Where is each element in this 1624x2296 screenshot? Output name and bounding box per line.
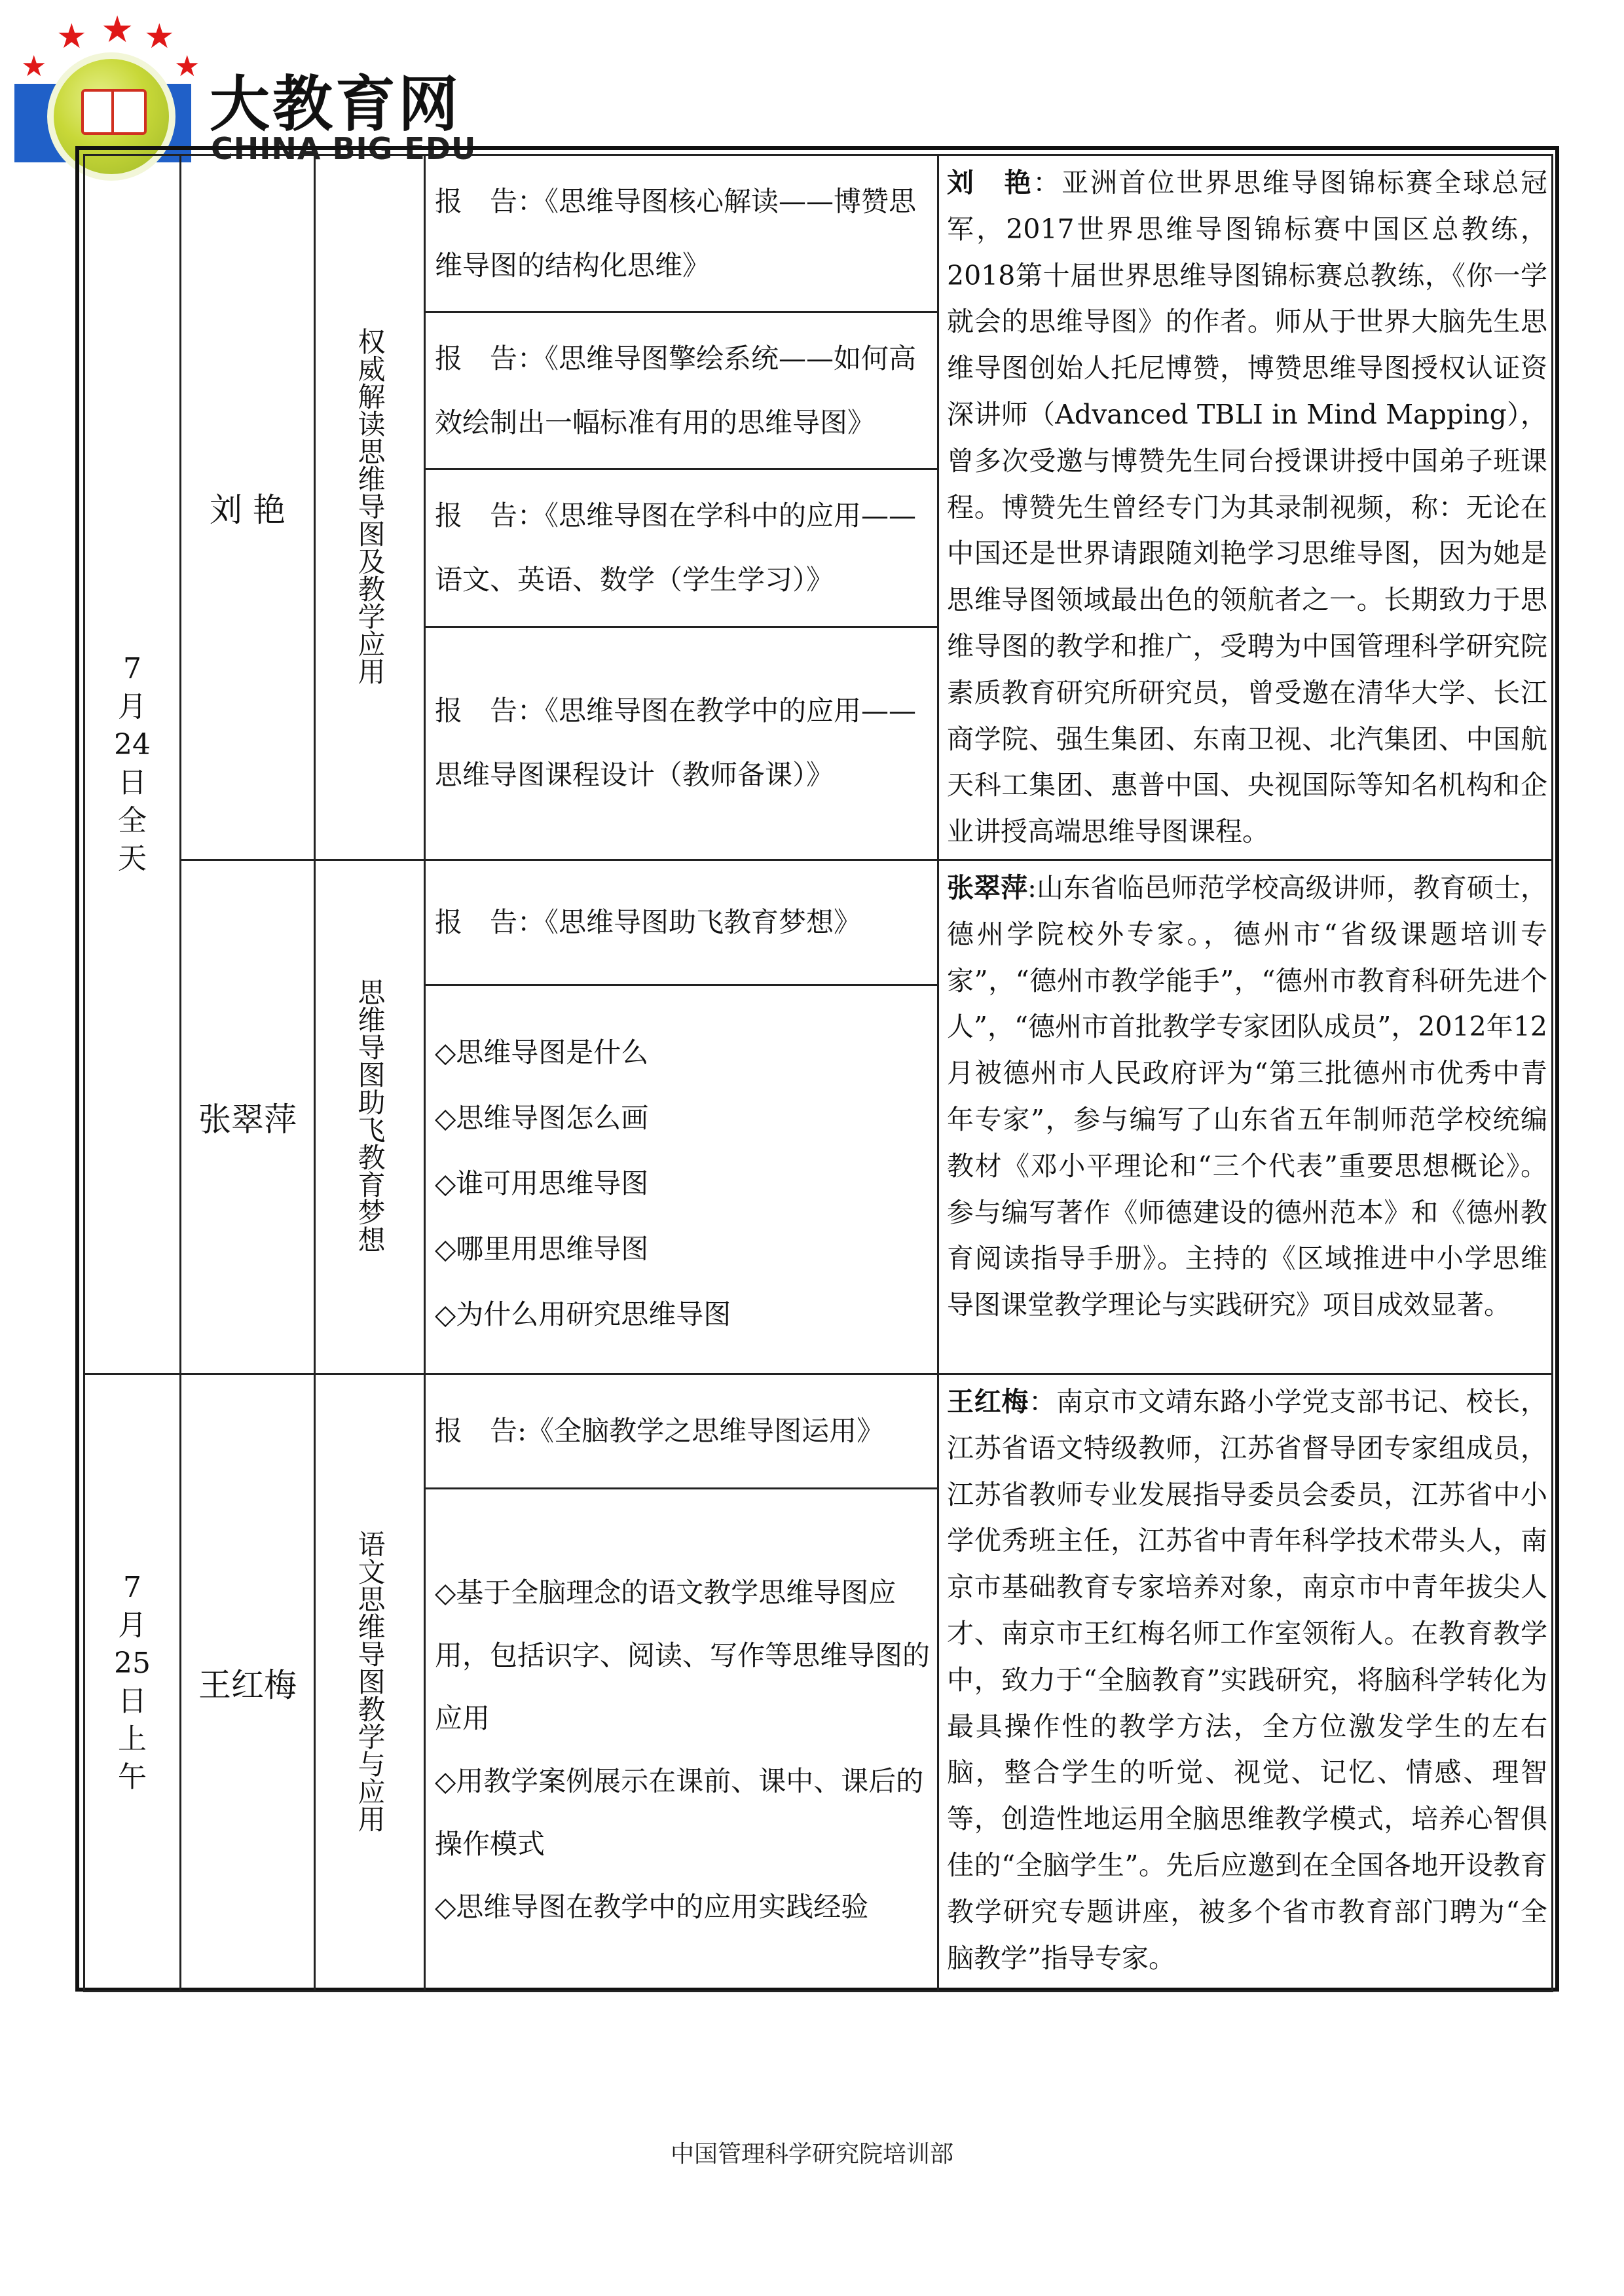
session-date: 7月24日全天 bbox=[114, 652, 151, 876]
speaker-name: 张翠萍 bbox=[198, 1100, 297, 1139]
speaker-cell bbox=[181, 860, 315, 1374]
report-cell bbox=[425, 469, 938, 627]
list-item: ◇思维导图在教学中的应用实践经验 bbox=[435, 1890, 869, 1923]
bio-name: 刘 艳 bbox=[947, 167, 1033, 198]
schedule-table bbox=[83, 154, 1553, 1992]
report-title: 报 告：《思维导图在学科中的应用——语文、英语、数学（学生学习）》 bbox=[435, 500, 917, 596]
page-footer: 中国管理科学研究院培训部 bbox=[670, 2141, 953, 2168]
report-cell bbox=[425, 312, 938, 469]
date-cell bbox=[84, 1374, 181, 1991]
list-item: ◇谁可用思维导图 bbox=[435, 1167, 649, 1199]
bio-cell bbox=[938, 1374, 1553, 1991]
session-theme: 语文思维导图教学与应用 bbox=[354, 1529, 386, 1832]
list-item: ◇基于全脑理念的语文教学思维导图应用，包括识字、阅读、写作等思维导图的应用 bbox=[435, 1576, 931, 1734]
theme-cell bbox=[315, 155, 425, 860]
bio-text: :山东省临邑师范学校高级讲师，教育硕士，德州学院校外专家。，德州市“省级课题培训专家”，“德州市教学能手”，“德州市教育科研先进个人”，“德州市首批教学专家团队成员”，2012年12月被德州市人民政府评为“第三批德州市优秀中青年专家”，参与编写了山东省五年制师范学校统编教材《邓小平理论和“三个代表”重要思想概论》。参与编写著作《师德建设的德州范本》和《德州教育阅读指导手册》。主持的《区域推进中小学思维导图课堂教学理论与实践研究》项目成效显著。 bbox=[947, 871, 1548, 1321]
bio-cell bbox=[938, 860, 1553, 1374]
report-cell bbox=[425, 1374, 938, 1991]
star-icon: ★ bbox=[144, 17, 175, 56]
table-row bbox=[84, 860, 1553, 1374]
star-icon: ★ bbox=[174, 50, 200, 83]
report-title: 报 告：《思维导图核心解读——博赞思维导图的结构化思维》 bbox=[435, 185, 917, 282]
report-title: 报 告：《思维导图助飞教育梦想》 bbox=[426, 861, 937, 986]
table-row bbox=[84, 1374, 1553, 1991]
speaker-cell bbox=[181, 155, 315, 860]
report-cell bbox=[425, 627, 938, 860]
list-item: ◇哪里用思维导图 bbox=[435, 1232, 649, 1265]
speaker-cell bbox=[181, 1374, 315, 1991]
report-cell bbox=[425, 860, 938, 1374]
star-icon: ★ bbox=[101, 9, 134, 51]
logo-subtitle: CHINA BIG EDU bbox=[211, 131, 477, 166]
bio-name: 张翠萍 bbox=[947, 871, 1028, 903]
list-item: ◇用教学案例展示在课前、课中、课后的操作模式 bbox=[435, 1764, 924, 1860]
report-cell bbox=[425, 155, 938, 312]
bio-name: 王红梅 bbox=[947, 1385, 1029, 1417]
list-item: ◇思维导图是什么 bbox=[435, 1036, 649, 1068]
star-icon: ★ bbox=[21, 50, 47, 83]
table-row bbox=[84, 155, 1553, 312]
star-icon: ★ bbox=[56, 17, 87, 56]
bio-text: ：亚洲首位世界思维导图锦标赛全球总冠军，2017世界思维导图锦标赛中国区总教练，2018第十届世界思维导图锦标赛总教练，《你一学就会的思维导图》的作者。师从于世界大脑先生思维导图创始人托尼博赞，博赞思维导图授权认证资深讲师（Advanced TBLI in Mind Mapping），曾多次受邀与博赞先生同台授课讲授中国弟子班课程。博赞先生曾经专门为其录制视频，称：无论在中国还是世界请跟随刘艳学习思维导图，因为她是思维导图领域最出色的领航者之一。长期致力于思维导图的教学和推广，受聘为中国管理科学研究院素质教育研究所研究员，曾受邀在清华大学、长江商学院、强生集团、东南卫视、北汽集团、中国航天科工集团、惠普中国、央视国际等知名机构和企业讲授高端思维导图课程。 bbox=[947, 167, 1548, 848]
site-logo bbox=[14, 9, 477, 166]
report-title: 报 告：《思维导图擎绘系统——如何高效绘制出一幅标准有用的思维导图》 bbox=[435, 342, 917, 439]
date-cell bbox=[84, 155, 181, 1374]
list-item: ◇思维导图怎么画 bbox=[435, 1101, 649, 1134]
topic-list bbox=[426, 1489, 937, 1952]
session-theme: 思维导图助飞教育梦想 bbox=[354, 977, 386, 1253]
bio-text: ：南京市文靖东路小学党支部书记、校长，江苏省语文特级教师，江苏省督导团专家组成员，江苏省教师专业发展指导委员会委员，江苏省中小学优秀班主任，江苏省中青年科学技术带头人，南京市基础教育专家培养对象，南京市中青年拔尖人才、南京市王红梅名师工作室领衔人。在教育教学中，致力于“全脑教育”实践研究，将脑科学转化为最具操作性的教学方法，全方位激发学生的左右脑，整合学生的听觉、视觉、记忆、情感、理智等，创造性地运用全脑思维教学模式，培养心智俱佳的“全脑学生”。先后应邀到在全国各地开设教育教学研究专题讲座，被多个省市教育部门聘为“全脑教学”指导专家。 bbox=[947, 1385, 1548, 1974]
bio-cell bbox=[938, 155, 1553, 860]
theme-cell bbox=[315, 1374, 425, 1991]
report-title: 报 告：《思维导图在教学中的应用——思维导图课程设计（教师备课）》 bbox=[435, 695, 917, 792]
speaker-name: 刘 艳 bbox=[210, 490, 286, 529]
topic-list bbox=[426, 986, 937, 1347]
report-title: 报 告:《全脑教学之思维导图运用》 bbox=[426, 1375, 937, 1489]
speaker-name: 王红梅 bbox=[198, 1666, 297, 1704]
theme-cell bbox=[315, 860, 425, 1374]
session-date: 7月25日上午 bbox=[114, 1570, 151, 1794]
book-icon bbox=[81, 89, 147, 135]
session-theme: 权威解读思维导图及教学应用 bbox=[354, 327, 386, 685]
logo-title: 大教育网 bbox=[210, 69, 462, 139]
list-item: ◇为什么用研究思维导图 bbox=[435, 1298, 731, 1330]
